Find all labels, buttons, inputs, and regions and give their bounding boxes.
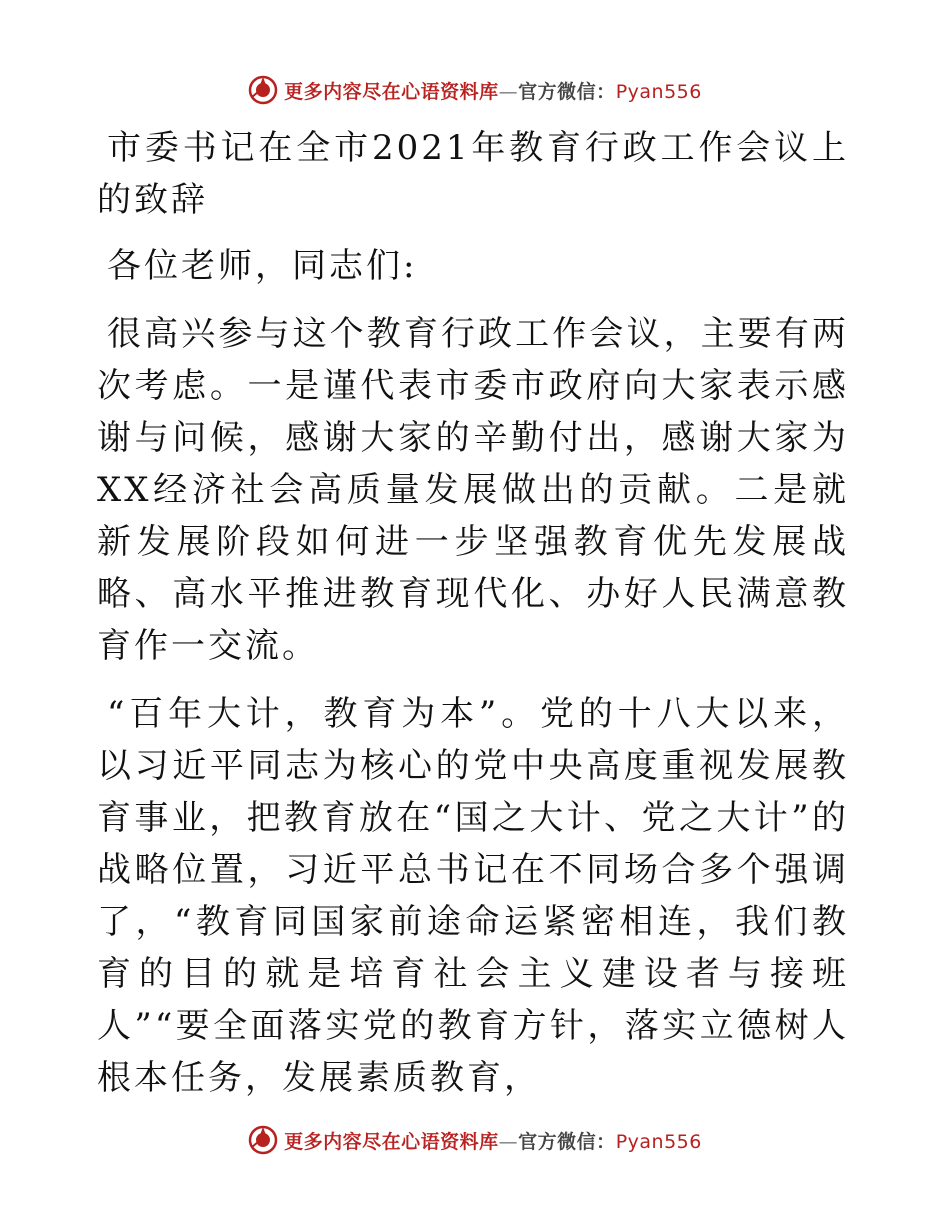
- banner-text: [284, 77, 702, 104]
- header-banner: [0, 70, 950, 110]
- document-body: [97, 122, 849, 1120]
- banner-dash: —: [498, 80, 519, 103]
- document-title: 市委书记在全市2021年教育行政工作会议上的致辞: [97, 128, 849, 220]
- wechat-label: 官方微信：: [518, 1130, 616, 1153]
- site-name: 更多内容尽在心语资料库: [284, 80, 499, 103]
- stamp-logo-icon: [248, 1125, 278, 1155]
- wechat-id: Pyan556: [615, 80, 702, 103]
- wechat-label: 官方微信：: [518, 80, 616, 103]
- paragraph-2: “百年大计，教育为本”。党的十八大以来，以习近平同志为核心的党中央高度重视发展教育事业，把教育放在“国之大计、党之大计”的战略位置，习近平总书记在不同场合多个强调了，“教育同国家前途命运紧密相连，我们教育的目的就是培育社会主义建设者与接班人”“要全面落实党的教育方针，落实立德树人根本任务，发展素质教育，: [97, 694, 849, 1098]
- footer-banner: [0, 1120, 950, 1160]
- wechat-id: Pyan556: [615, 1130, 702, 1153]
- banner-text: [284, 1127, 702, 1154]
- salutation: 各位老师，同志们:: [107, 246, 418, 286]
- stamp-logo-icon: [248, 75, 278, 105]
- site-name: 更多内容尽在心语资料库: [284, 1130, 499, 1153]
- paragraph-1: 很高兴参与这个教育行政工作会议，主要有两次考虑。一是谨代表市委市政府向大家表示感谢与问候，感谢大家的辛勤付出，感谢大家为XX经济社会高质量发展做出的贡献。二是就新发展阶段如何进一步坚强教育优先发展战略、高水平推进教育现代化、办好人民满意教育作一交流。: [97, 314, 849, 666]
- banner-dash: —: [498, 1130, 519, 1153]
